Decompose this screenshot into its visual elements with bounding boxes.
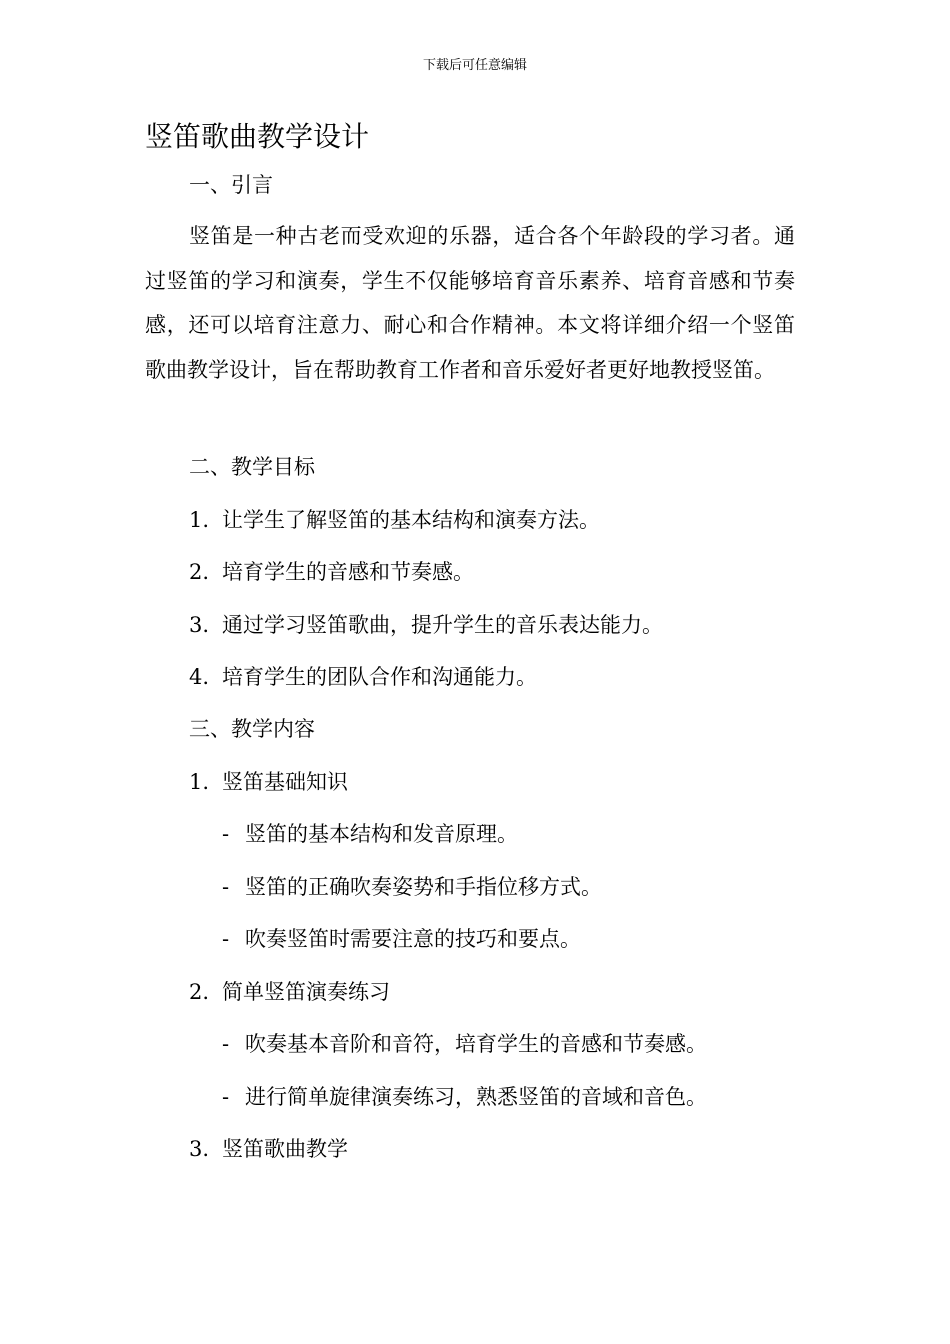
list-item-text: 培育学生的团队合作和沟通能力。	[222, 665, 537, 689]
list-dash: -	[222, 822, 230, 846]
content-subitem	[222, 872, 602, 902]
list-item-text: 竖笛基础知识	[222, 770, 348, 794]
section-heading-objectives: 二、教学目标	[189, 455, 315, 479]
content-subitem	[222, 924, 581, 954]
objective-item	[189, 557, 474, 587]
objective-item	[189, 505, 600, 535]
list-item-text: 让学生了解竖笛的基本结构和演奏方法。	[222, 508, 600, 532]
list-number: 3.	[189, 613, 210, 637]
subitem-text: 竖笛的正确吹奏姿势和手指位移方式。	[245, 875, 602, 899]
subitem-text: 竖笛的基本结构和发音原理。	[245, 822, 518, 846]
page-header: 下载后可任意编辑	[422, 58, 527, 73]
content-subitem	[222, 1029, 707, 1059]
content-item	[189, 1134, 348, 1164]
subitem-text: 吹奏基本音阶和音符，培育学生的音感和节奏感。	[245, 1032, 707, 1056]
list-item-text: 竖笛歌曲教学	[222, 1137, 348, 1161]
objective-item	[189, 662, 537, 692]
list-item-text: 通过学习竖笛歌曲，提升学生的音乐表达能力。	[222, 613, 663, 637]
list-dash: -	[222, 1085, 230, 1109]
content-subitem	[222, 819, 518, 849]
list-dash: -	[222, 875, 230, 899]
objective-item	[189, 610, 663, 640]
section-heading-introduction: 一、引言	[189, 173, 273, 197]
list-dash: -	[222, 1032, 230, 1056]
subitem-text: 进行简单旋律演奏练习，熟悉竖笛的音域和音色。	[245, 1085, 707, 1109]
content-subitem	[222, 1082, 707, 1112]
list-number: 3.	[189, 1137, 210, 1161]
list-number: 1.	[189, 508, 210, 532]
list-number: 4.	[189, 665, 210, 689]
section-heading-content: 三、教学内容	[189, 717, 315, 741]
introduction-paragraph: 竖笛是一种古老而受欢迎的乐器，适合各个年龄段的学习者。通过竖笛的学习和演奏，学生不仅能够培育音乐素养、培育音感和节奏感，还可以培育注意力、耐心和合作精神。本文将详细介绍一个竖笛歌曲教学设计，旨在帮助教育工作者和音乐爱好者更好地教授竖笛。	[145, 224, 795, 382]
document-title: 竖笛歌曲教学设计	[145, 120, 370, 153]
subitem-text: 吹奏竖笛时需要注意的技巧和要点。	[245, 927, 581, 951]
list-item-text: 培育学生的音感和节奏感。	[222, 560, 474, 584]
list-number: 2.	[189, 980, 210, 1004]
list-item-text: 简单竖笛演奏练习	[222, 980, 390, 1004]
content-item	[189, 977, 390, 1007]
content-item	[189, 767, 348, 797]
list-number: 1.	[189, 770, 210, 794]
list-dash: -	[222, 927, 230, 951]
list-number: 2.	[189, 560, 210, 584]
